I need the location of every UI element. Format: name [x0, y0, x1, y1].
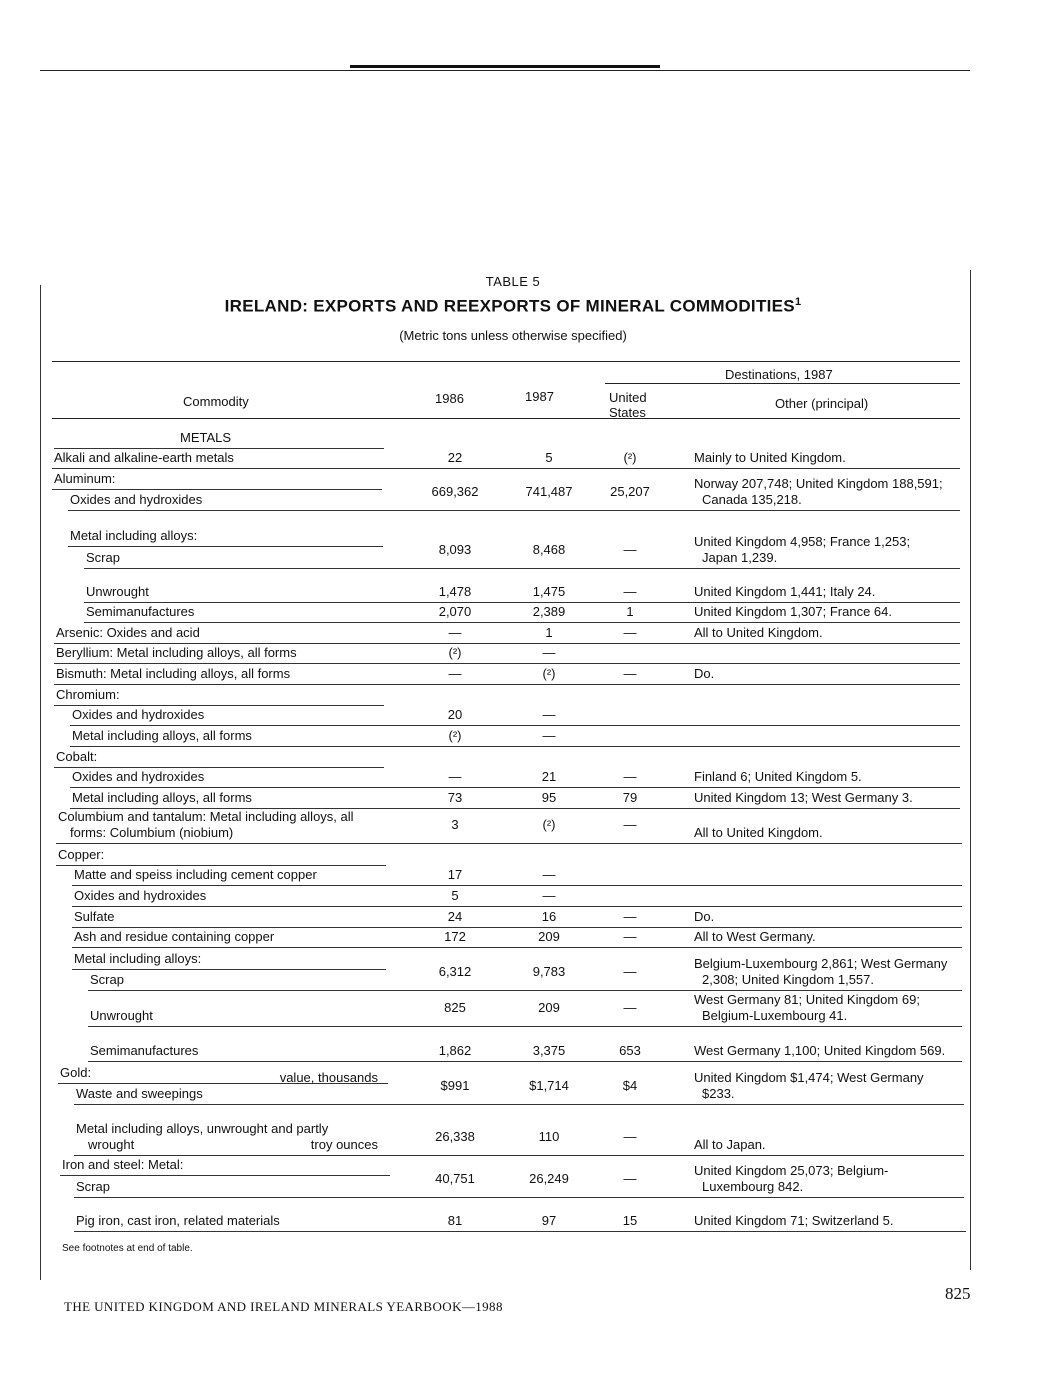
- commodity-cell: Metal including alloys, all forms: [72, 790, 252, 805]
- commodity-line-continued: wrought: [88, 1137, 135, 1152]
- table-row: [0, 687, 1042, 705]
- value-united-states: —: [623, 964, 637, 979]
- destination-line: All to United Kingdom.: [694, 625, 823, 640]
- other-destinations: [694, 825, 823, 841]
- value-1987: 741,487: [525, 484, 573, 499]
- table-row: [0, 867, 1042, 885]
- destination-line: United Kingdom 13; West Germany 3.: [694, 790, 913, 805]
- table-row: [0, 584, 1042, 602]
- value-united-states: —: [623, 769, 637, 784]
- value-1987: (²): [542, 817, 556, 832]
- destination-line: West Germany 81; United Kingdom 69;: [694, 992, 920, 1007]
- other-destinations: [694, 450, 846, 466]
- commodity-cell: Chromium:: [56, 687, 120, 702]
- table-row: [0, 769, 1042, 787]
- commodity-cell: Oxides and hydroxides: [70, 492, 203, 507]
- row-underline: [56, 843, 962, 844]
- value-united-states: —: [623, 1171, 637, 1186]
- commodity-cell: Cobalt:: [56, 749, 98, 764]
- value-1987: (²): [542, 666, 556, 681]
- commodity-cell: Semimanufactures: [86, 604, 195, 619]
- value-1987: 5: [545, 450, 553, 465]
- destination-line: Belgium-Luxembourg 41.: [702, 1008, 848, 1023]
- value-united-states: —: [623, 909, 637, 924]
- row-underline: [68, 510, 960, 511]
- destination-line: All to West Germany.: [694, 929, 816, 944]
- value-1987: 110: [538, 1129, 560, 1144]
- value-1987: 95: [541, 790, 557, 805]
- value-1986: 40,751: [435, 1171, 475, 1186]
- destination-line: Do.: [694, 666, 715, 681]
- row-underline: [88, 990, 962, 991]
- value-1986: 669,362: [431, 484, 479, 499]
- row-underline: [74, 1231, 966, 1232]
- other-destinations: [694, 956, 947, 988]
- commodity-line: Columbium and tantalum: Metal including alloys, all: [58, 809, 354, 824]
- other-destinations: [694, 929, 816, 945]
- value-1987: —: [542, 728, 556, 743]
- value-1986: 73: [447, 790, 463, 805]
- row-underline: [84, 568, 960, 569]
- value-1986: 2,070: [438, 604, 472, 619]
- commodity-cell: [76, 1121, 328, 1153]
- commodity-cell: Unwrought: [86, 584, 149, 599]
- value-1986: 172: [444, 929, 466, 944]
- destination-line: West Germany 1,100; United Kingdom 569.: [694, 1043, 946, 1058]
- commodity-cell: Alkali and alkaline-earth metals: [54, 450, 234, 465]
- value-1987: 97: [541, 1213, 557, 1228]
- row-underline: [74, 1197, 964, 1198]
- value-united-states: 79: [622, 790, 638, 805]
- other-header: Other (principal): [775, 396, 869, 411]
- other-destinations: [694, 584, 875, 600]
- commodity-cell: Beryllium: Metal including alloys, all forms: [56, 645, 297, 660]
- value-united-states: 25,207: [610, 484, 650, 499]
- destination-line: United Kingdom 71; Switzerland 5.: [694, 1213, 894, 1228]
- commodity-cell: [58, 809, 354, 841]
- destination-line: All to United Kingdom.: [694, 825, 823, 840]
- table-row: [0, 847, 1042, 865]
- commodity-line: Metal including alloys, unwrought and partly: [76, 1121, 329, 1136]
- table-subtitle: (Metric tons unless otherwise specified): [399, 328, 627, 343]
- page-number: 825: [945, 1284, 971, 1303]
- value-1987: 209: [538, 1000, 560, 1015]
- value-united-states: —: [623, 1000, 637, 1015]
- destination-line: Luxembourg 842.: [702, 1179, 804, 1194]
- commodity-cell: Copper:: [58, 847, 105, 862]
- destination-line: Belgium-Luxembourg 2,861; West Germany: [694, 956, 948, 971]
- row-underline: [72, 885, 962, 886]
- table-row: [0, 645, 1042, 663]
- commodity-cell: Metal including alloys:: [74, 951, 202, 966]
- value-united-states: 15: [622, 1213, 638, 1228]
- table-row: [0, 809, 1042, 843]
- other-destinations: [694, 769, 862, 785]
- commodity-cell: Ash and residue containing copper: [74, 929, 275, 944]
- other-destinations: [694, 666, 714, 682]
- row-underline: [54, 448, 384, 449]
- other-destinations: [694, 534, 910, 566]
- table-row: [0, 1121, 1042, 1155]
- value-1986: 3: [451, 817, 459, 832]
- value-united-states: 1: [626, 604, 634, 619]
- other-destinations: [694, 604, 892, 620]
- destination-line: United Kingdom 25,073; Belgium-: [694, 1163, 889, 1178]
- table-row: [0, 534, 1042, 568]
- value-united-states: 653: [619, 1043, 641, 1058]
- value-1987: 16: [541, 909, 557, 924]
- row-underline: [56, 865, 386, 866]
- row-underline: [54, 643, 960, 644]
- row-underline: [74, 1155, 964, 1156]
- table-row: [0, 666, 1042, 684]
- footer-title: THE UNITED KINGDOM AND IRELAND MINERALS YEARBOOK—1988: [64, 1299, 503, 1314]
- value-1987: —: [542, 888, 556, 903]
- value-1986: (²): [448, 645, 462, 660]
- value-united-states: (²): [623, 450, 637, 465]
- commodity-cell: Sulfate: [74, 909, 115, 924]
- table-row: [0, 956, 1042, 990]
- commodity-cell: Scrap: [90, 972, 124, 987]
- other-destinations: [694, 476, 943, 508]
- footnote-reference: See footnotes at end of table.: [62, 1243, 193, 1254]
- title-footnote: 1: [794, 296, 802, 308]
- table-row: [0, 1213, 1042, 1231]
- row-underline: [84, 602, 960, 603]
- us-header-line1: United: [609, 390, 647, 405]
- destination-line: All to Japan.: [694, 1137, 766, 1152]
- value-1986: 1,862: [438, 1043, 472, 1058]
- table-row: [0, 790, 1042, 808]
- table-row: [0, 728, 1042, 746]
- value-united-states: —: [623, 584, 637, 599]
- commodity-cell: Aluminum:: [54, 471, 116, 486]
- value-1986: —: [448, 625, 462, 640]
- row-underline: [54, 684, 960, 685]
- row-underline: [74, 1104, 964, 1105]
- table-row: [0, 604, 1042, 622]
- value-united-states: —: [623, 542, 637, 557]
- value-1986: 17: [447, 867, 463, 882]
- commodity-cell: Waste and sweepings: [76, 1086, 203, 1101]
- value-united-states: —: [623, 625, 637, 640]
- destination-line: Canada 135,218.: [702, 492, 802, 507]
- commodity-cell: Oxides and hydroxides: [72, 769, 205, 784]
- value-united-states: —: [623, 929, 637, 944]
- row-underline: [88, 1026, 962, 1027]
- value-1986: —: [448, 666, 462, 681]
- row-underline: [54, 767, 384, 768]
- table-label: TABLE 5: [485, 274, 541, 289]
- value-1987: 3,375: [532, 1043, 566, 1058]
- section-heading: METALS: [180, 430, 232, 445]
- value-1987: 209: [538, 929, 560, 944]
- value-1987: 26,249: [529, 1171, 569, 1186]
- year-1987-header: 1987: [525, 389, 554, 404]
- destinations-header: Destinations, 1987: [725, 367, 833, 382]
- destination-line: United Kingdom 1,307; France 64.: [694, 604, 893, 619]
- other-destinations: [694, 1043, 945, 1059]
- destination-line: United Kingdom 1,441; Italy 24.: [694, 584, 876, 599]
- table-row: [0, 1070, 1042, 1104]
- other-destinations: [694, 625, 823, 641]
- unit-label: troy ounces: [310, 1137, 378, 1152]
- row-underline: [72, 927, 962, 928]
- destination-line: $233.: [702, 1086, 735, 1101]
- value-1987: 2,389: [532, 604, 566, 619]
- value-1986: 26,338: [435, 1129, 475, 1144]
- commodity-cell: Iron and steel: Metal:: [62, 1157, 184, 1172]
- destination-line: Norway 207,748; United Kingdom 188,591;: [694, 476, 943, 491]
- commodity-header: Commodity: [183, 394, 249, 409]
- row-underline: [72, 947, 962, 948]
- other-destinations: [694, 909, 714, 925]
- row-underline: [70, 787, 960, 788]
- commodity-cell: Metal including alloys:: [70, 528, 198, 543]
- section-heading-row: [0, 430, 1042, 448]
- table-row: [0, 1043, 1042, 1061]
- value-1987: 1,475: [532, 584, 566, 599]
- value-united-states: $4: [622, 1078, 638, 1093]
- commodity-cell: Gold:: [60, 1065, 92, 1080]
- value-1987: $1,714: [529, 1078, 569, 1093]
- destination-line: Japan 1,239.: [702, 550, 778, 565]
- value-1986: 825: [444, 1000, 466, 1015]
- commodity-cell: Matte and speiss including cement copper: [74, 867, 317, 882]
- value-united-states: —: [623, 666, 637, 681]
- value-1986: 81: [447, 1213, 463, 1228]
- other-destinations: [694, 790, 913, 806]
- table-row: [0, 749, 1042, 767]
- value-1987: —: [542, 867, 556, 882]
- commodity-cell: Scrap: [76, 1179, 110, 1194]
- table-row: [0, 450, 1042, 468]
- value-1986: 8,093: [438, 542, 472, 557]
- value-1986: $991: [440, 1078, 470, 1093]
- commodity-cell: Pig iron, cast iron, related materials: [76, 1213, 280, 1228]
- commodity-line-continued: forms: Columbium (niobium): [70, 825, 234, 840]
- table-row: [0, 909, 1042, 927]
- other-destinations: [694, 1213, 893, 1229]
- row-underline: [84, 622, 960, 623]
- table-title-text: IRELAND: EXPORTS AND REEXPORTS OF MINERAL COMMODITIES: [224, 296, 795, 316]
- commodity-cell: Bismuth: Metal including alloys, all forms: [56, 666, 291, 681]
- table-row: [0, 476, 1042, 510]
- row-underline: [88, 1061, 962, 1062]
- row-underline: [54, 705, 384, 706]
- unit-label: value, thousands: [279, 1070, 378, 1085]
- value-united-states: —: [623, 817, 637, 832]
- value-1987: 21: [541, 769, 557, 784]
- destination-line: Mainly to United Kingdom.: [694, 450, 846, 465]
- table-row: [0, 1163, 1042, 1197]
- table-row: [0, 707, 1042, 725]
- other-destinations: [694, 1137, 766, 1153]
- commodity-cell: Arsenic: Oxides and acid: [56, 625, 200, 640]
- value-1986: 24: [447, 909, 463, 924]
- value-1986: 5: [451, 888, 459, 903]
- other-destinations: [694, 992, 920, 1024]
- value-united-states: —: [623, 1129, 637, 1144]
- value-1987: —: [542, 707, 556, 722]
- commodity-cell: Oxides and hydroxides: [74, 888, 207, 903]
- table-row: [0, 992, 1042, 1026]
- commodity-cell: Scrap: [86, 550, 120, 565]
- value-1986: 6,312: [438, 964, 472, 979]
- destination-line: Finland 6; United Kingdom 5.: [694, 769, 862, 784]
- value-1987: 1: [545, 625, 553, 640]
- row-underline: [70, 725, 960, 726]
- row-underline: [52, 468, 960, 469]
- commodity-cell: Oxides and hydroxides: [72, 707, 205, 722]
- row-underline: [70, 746, 960, 747]
- row-underline: [72, 906, 962, 907]
- us-header-line2: States: [609, 405, 646, 420]
- table-row: [0, 888, 1042, 906]
- table-row: [0, 625, 1042, 643]
- value-1986: 1,478: [438, 584, 472, 599]
- value-1986: —: [448, 769, 462, 784]
- destination-line: United Kingdom $1,474; West Germany: [694, 1070, 924, 1085]
- destination-line: United Kingdom 4,958; France 1,253;: [694, 534, 911, 549]
- table-row: [0, 929, 1042, 947]
- value-1987: —: [542, 645, 556, 660]
- commodity-cell: Semimanufactures: [90, 1043, 199, 1058]
- destination-line: Do.: [694, 909, 715, 924]
- year-1986-header: 1986: [435, 391, 464, 406]
- destination-line: 2,308; United Kingdom 1,557.: [702, 972, 875, 987]
- value-1986: 22: [447, 450, 463, 465]
- other-destinations: [694, 1163, 888, 1195]
- value-1986: (²): [448, 728, 462, 743]
- row-underline: [54, 663, 960, 664]
- commodity-cell: Metal including alloys, all forms: [72, 728, 252, 743]
- other-destinations: [694, 1070, 924, 1102]
- value-1986: 20: [447, 707, 463, 722]
- commodity-cell: Unwrought: [90, 1008, 153, 1023]
- value-1987: 8,468: [532, 542, 566, 557]
- value-1987: 9,783: [532, 964, 566, 979]
